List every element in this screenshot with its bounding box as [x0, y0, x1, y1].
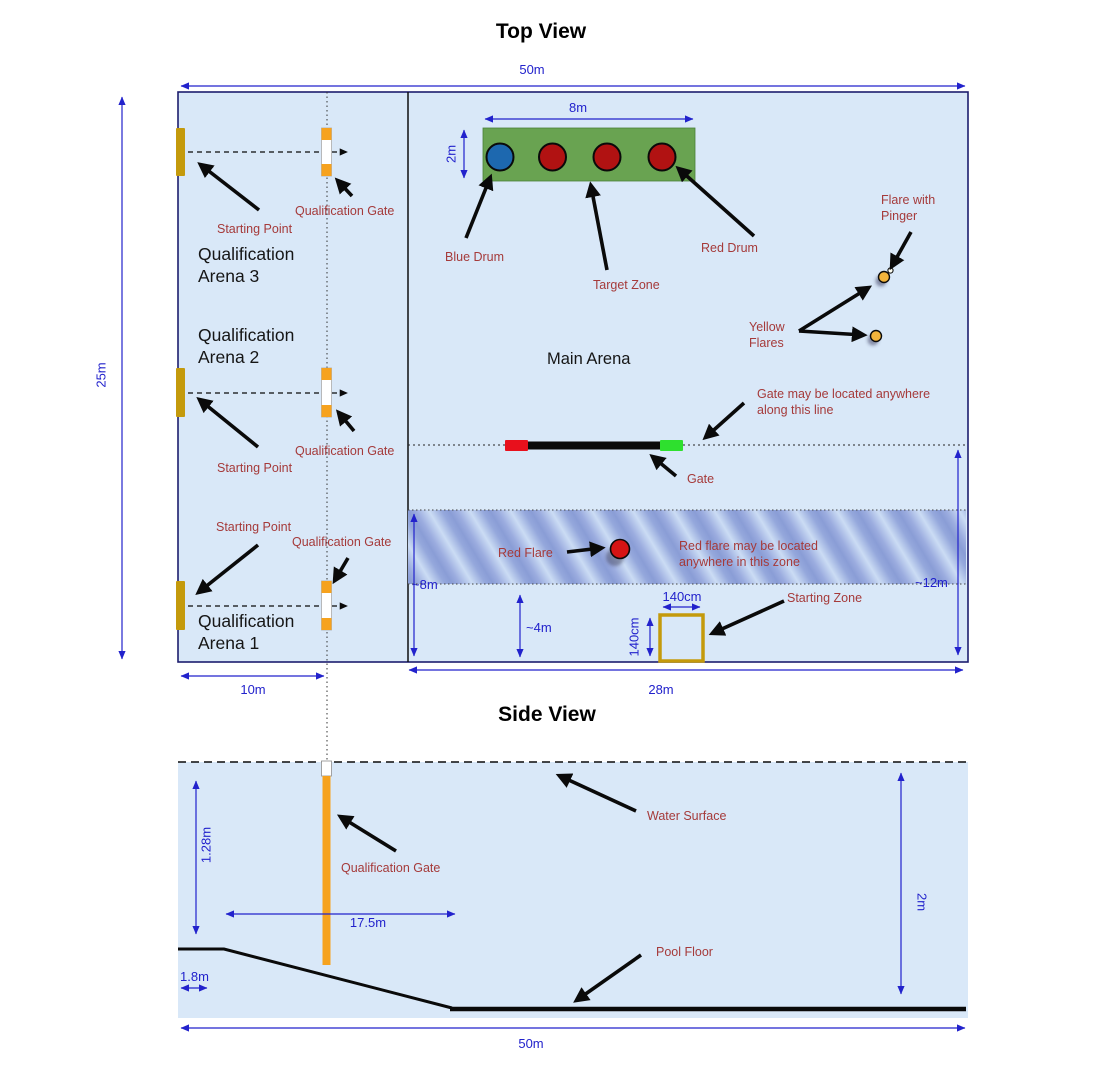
main-arena-label: Main Arena [547, 350, 631, 368]
pinger [888, 268, 893, 273]
starting-bar-arena1 [176, 581, 185, 630]
dim-28m: 28m [648, 682, 674, 697]
arena1-gate-label: Qualification Gate [292, 535, 392, 549]
blue-drum-label: Blue Drum [445, 250, 505, 264]
side-view-title: Side View [498, 703, 596, 726]
arena3-starting-point-label: Starting Point [217, 222, 293, 236]
dim-50m-bottom: 50m [518, 1036, 544, 1051]
qualification-gate-arena3 [322, 128, 332, 176]
dim-4m: ~4m [526, 620, 552, 635]
arena3-name: Qualification Arena 3 [198, 244, 295, 287]
qualification-gate-arena2 [322, 368, 332, 417]
yellow-flare-2 [871, 331, 882, 342]
gate-note-label: Gate may be located anywhere along this line [757, 387, 931, 418]
dim-50m-top: 50m [519, 62, 545, 77]
arena2-name: Qualification Arena 2 [198, 325, 295, 368]
starting-bar-arena3 [176, 128, 185, 176]
flare-with-pinger-label: Flare with Pinger [881, 193, 936, 224]
side-gate-label: Qualification Gate [341, 861, 441, 875]
arena1-name: Qualification Arena 1 [198, 611, 295, 654]
blue-drum [487, 144, 514, 171]
dim-25m: 25m [93, 362, 109, 388]
red-drum-3 [649, 144, 676, 171]
main-gate [505, 440, 683, 451]
dim-8m-zone: ~8m [412, 577, 438, 592]
target-zone-label: Target Zone [593, 278, 660, 292]
red-drum-2 [594, 144, 621, 171]
top-view-title: Top View [495, 20, 587, 43]
qualification-gate-arena1 [322, 581, 332, 630]
arena3-gate-label: Qualification Gate [295, 204, 395, 218]
side-view-pool [178, 762, 968, 1018]
dim-175m: 17.5m [349, 915, 387, 930]
pool-floor-label: Pool Floor [656, 945, 713, 959]
dim-18m: 1.8m [180, 969, 209, 984]
red-drum-1 [539, 144, 566, 171]
red-flare-label: Red Flare [498, 546, 553, 560]
gate-float [322, 761, 332, 776]
starting-zone-label: Starting Zone [787, 591, 863, 605]
yellow-flare-with-pinger [879, 272, 890, 283]
red-flare [611, 540, 630, 559]
red-flare-note-label: Red flare may be located anywhere in this zone [679, 539, 818, 570]
arena2-starting-point-label: Starting Point [217, 461, 293, 475]
arena1-starting-point-label: Starting Point [216, 520, 292, 534]
dim-2m-side: 2m [914, 892, 930, 912]
dim-140cm-h: 140cm [626, 617, 642, 657]
qualification-gate-side [323, 776, 331, 965]
dim-10m: 10m [240, 682, 266, 697]
red-drum-label: Red Drum [701, 241, 758, 255]
starting-bar-arena2 [176, 368, 185, 417]
yellow-flares-label: Yellow Flares [749, 320, 785, 351]
dim-140cm-w: 140cm [662, 589, 702, 604]
dim-2m-target: 2m [443, 144, 459, 164]
dim-128m: 1.28m [198, 826, 214, 864]
dim-12m-zone: ~12m [915, 575, 948, 590]
arena2-gate-label: Qualification Gate [295, 444, 395, 458]
gate-label: Gate [687, 472, 715, 486]
water-surface-label: Water Surface [647, 809, 727, 823]
dim-8m: 8m [568, 100, 588, 115]
